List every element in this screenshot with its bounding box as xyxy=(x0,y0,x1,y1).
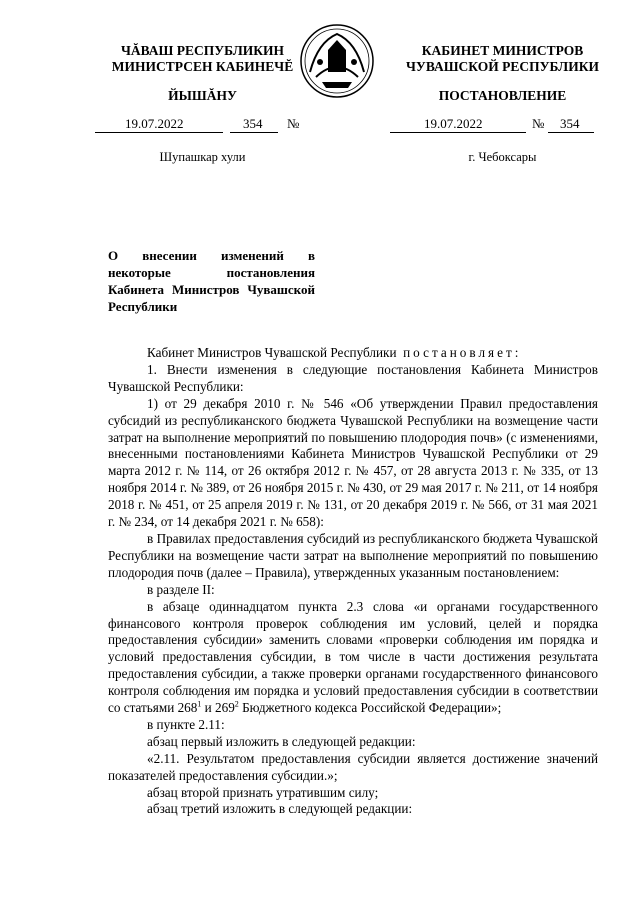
left-date: 19.07.2022 xyxy=(125,116,184,131)
paragraph: 1) от 29 декабря 2010 г. № 546 «Об утверждении Правил предоставления субсидий из республиканского бюджета Чувашской Республики на возмещение части затрат на выполнение мероприятий по повышению плодородия почв» (с изменениями, внесенными постановлениями Кабинета Министров Чувашской Республики от 29 марта 2012 г. № 114, от 26 октября 2012 г. № 457, от 28 августа 2013 г. № 335, от 13 ноября 2014 г. № 389, от 26 ноября 2015 г. № 430, от 29 мая 2017 г. № 211, от 14 ноября 2018 г. № 451, от 25 апреля 2019 г. № 131, от 20 декабря 2019 г. № 566, от 31 мая 2021 г. № 234, от 14 декабря 2021 г. № 658): xyxy=(108,395,598,530)
budget-par-end: Бюджетного кодекса Российской Федерации»; xyxy=(238,700,502,716)
intro-start: Кабинет Министров Чувашской Республики xyxy=(147,345,397,360)
right-city: г. Чебоксары xyxy=(468,150,537,164)
header-right-line2: ЧУВАШСКОЙ РЕСПУБЛИКИ xyxy=(406,59,599,74)
right-date-number xyxy=(390,116,610,134)
budget-par-start: в абзаце одиннадцатом пункта 2.3 слова «и органами государственного финансового контроля проверок соблюдения им условий, целей и порядка предоставления субсидии» заменить словами «проверки соблюдения им порядка и условий предоставления субсидии, в том числе в части достижения результата предоставления субсидии, а также проверки органами государственного финансового контроля соблюдения им порядка и условий предоставления субсидии в соответствии со статьями 268 xyxy=(108,598,598,716)
emblem-icon xyxy=(298,22,376,100)
superscript-1: 1 xyxy=(197,699,202,709)
paragraph: 1. Внести изменения в следующие постановления Кабинета Министров Чувашской Республики: xyxy=(108,361,598,394)
right-number: 354 xyxy=(560,116,580,131)
left-date-number xyxy=(95,116,310,134)
intro-verb: постановляет: xyxy=(403,345,522,360)
header-left-line1: ЧĂВАШ РЕСПУБЛИКИН xyxy=(120,43,285,58)
left-city: Шупашкар хули xyxy=(159,150,246,164)
budget-paragraph xyxy=(108,599,598,717)
paragraph: абзац первый изложить в следующей редакции: xyxy=(147,733,416,749)
right-no-sign: № xyxy=(532,116,545,131)
paragraph: абзац третий изложить в следующей редакции: xyxy=(147,801,413,817)
header-right xyxy=(395,43,610,75)
left-number: 354 xyxy=(243,116,263,131)
intro-paragraph xyxy=(108,345,598,362)
paragraph: «2.11. Результатом предоставления субсидии является достижение значений показателей предоставления субсидии.»; xyxy=(108,750,598,783)
right-date: 19.07.2022 xyxy=(424,116,483,131)
budget-par-mid: и 269 xyxy=(201,700,235,716)
paragraph: абзац второй признать утратившим силу; xyxy=(147,784,379,800)
header-left-doc-type: ЙЫШĂНУ xyxy=(168,88,237,103)
header-left-line2: МИНИСТРСЕН КАБИНЕЧĔ xyxy=(111,59,294,74)
left-no-sign: № xyxy=(287,116,300,131)
document-title: О внесении изменений в некоторые постановления Кабинета Министров Чувашской Республики xyxy=(108,248,315,314)
header-right-line1: КАБИНЕТ МИНИСТРОВ xyxy=(421,43,584,58)
header-right-doc-type: ПОСТАНОВЛЕНИЕ xyxy=(438,88,567,103)
paragraph: в Правилах предоставления субсидий из республиканского бюджета Чувашской Республики на возмещение части затрат на выполнение мероприятий по повышению плодородия почв (далее – Правила), утвержденных указанным постановлением: xyxy=(108,530,598,580)
superscript-2: 2 xyxy=(234,699,239,709)
paragraph: в пункте 2.11: xyxy=(147,716,225,732)
document-body xyxy=(108,345,598,818)
paragraph: в разделе II: xyxy=(147,581,215,597)
header-left xyxy=(95,43,310,75)
